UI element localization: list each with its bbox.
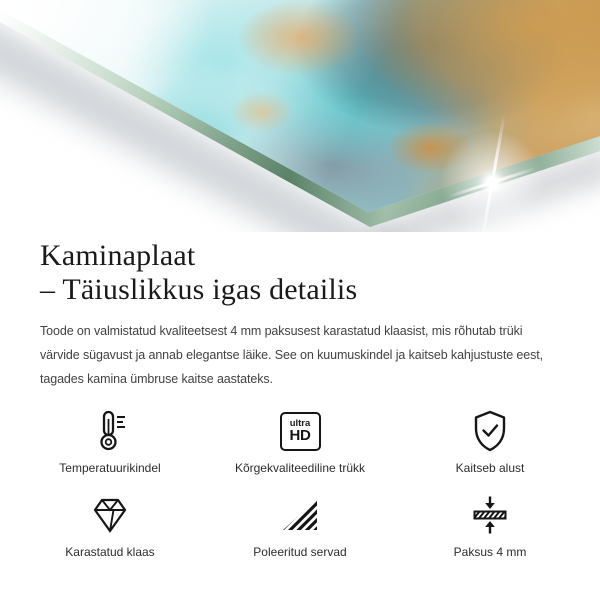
- title-line1: Kaminaplaat: [40, 239, 196, 272]
- diamond-icon: [88, 492, 132, 538]
- feature-label: Temperatuurikindel: [59, 461, 161, 475]
- feature-label: Karastatud klaas: [65, 545, 155, 559]
- feature-temperature: [40, 408, 180, 475]
- page-title: [40, 239, 560, 307]
- feature-label: Kaitseb alust: [455, 461, 525, 475]
- shield-check-icon: [472, 408, 508, 454]
- thermometer-icon: [93, 408, 127, 454]
- sparkle-icon: [432, 122, 552, 232]
- feature-protects-base: [420, 408, 560, 475]
- feature-label: Kõrgekvaliteediline trükk: [234, 461, 366, 475]
- feature-grid: [40, 408, 560, 559]
- title-line2: – Täiuslikkus igas detailis: [40, 273, 358, 306]
- feature-tempered-glass: [40, 492, 180, 559]
- thickness-icon: [470, 492, 510, 538]
- ultra-hd-icon: [280, 408, 321, 454]
- product-photo: [0, 0, 600, 232]
- feature-thickness: [420, 492, 560, 559]
- text-content: [0, 239, 600, 559]
- feature-polished-edges: [230, 492, 370, 559]
- feature-label: Poleeritud servad: [253, 545, 347, 559]
- product-description: Toode on valmistatud kvaliteetsest 4 mm paksusest karastatud klaasist, mis rõhutab trüki värvide sügavust ja annab elegantse läike. See on kuumuskindel ja kaitseb kahjustuste eest, tagades kamina ümbruse kaitse aastateks.: [40, 324, 544, 386]
- polished-edges-icon: [280, 492, 320, 538]
- ultra-hd-icon-text-bottom: HD: [289, 427, 311, 444]
- feature-print-quality: [230, 408, 370, 475]
- ultra-hd-icon-text-top: ultra: [289, 418, 311, 429]
- feature-label: Paksus 4 mm: [453, 545, 527, 559]
